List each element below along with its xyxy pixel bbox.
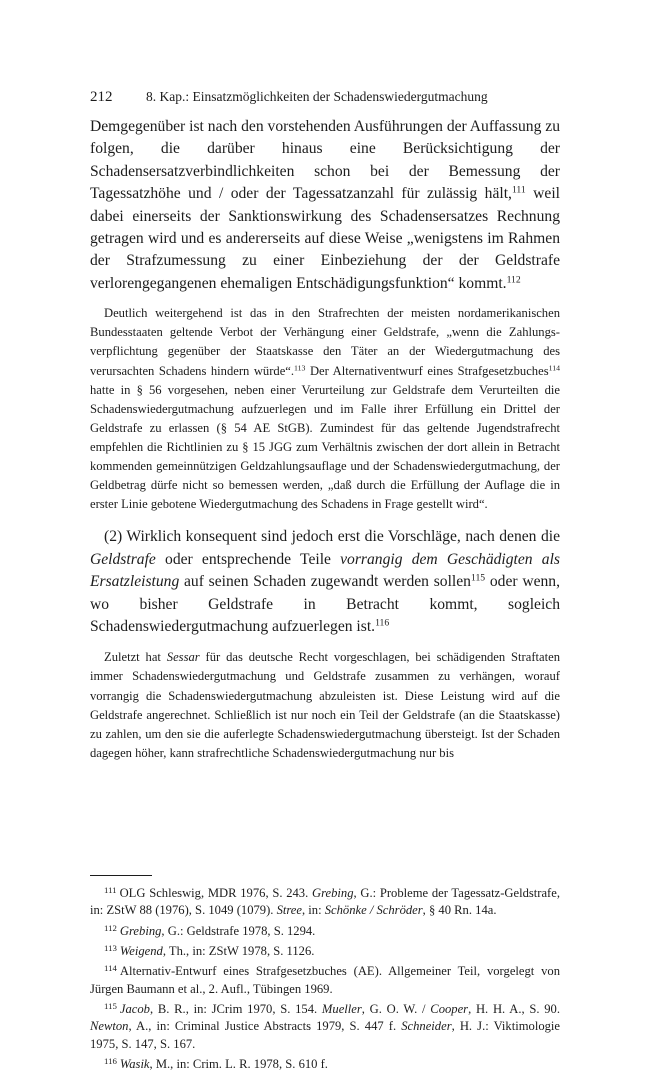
footnote-author: Schneider xyxy=(401,1019,452,1034)
footnote-text: , G.: Geldstrafe 1978, S. 1294. xyxy=(161,923,316,938)
footnote-number: 116 xyxy=(104,1056,117,1067)
running-header xyxy=(90,88,560,106)
footnote-ref-116[interactable]: 116 xyxy=(375,617,390,629)
p2-text-b: Der Alternativentwurf eines Strafgesetzbuches xyxy=(305,363,549,378)
p2-text-a: Deutlich weitergehend ist das in den Strafrechten der meisten nordamerikanischen Bundesstaaten geltende Verbot der Verhängung einer Geldstrafe, „wenn die Zahlungsverpflichtung gegenüber der Staatskasse den Täter an der Wiedergutmachung des verursachten Schadens hindern würde“. xyxy=(90,306,560,378)
body-paragraph-4-small xyxy=(90,648,560,763)
footnote-114 xyxy=(90,963,560,998)
footnote-text: , A., in: Criminal Justice Abstracts 1979, S. 447 f. xyxy=(128,1019,402,1034)
footnote-author: Newton xyxy=(90,1019,129,1034)
footnote-111 xyxy=(90,885,560,920)
footnote-ref-115[interactable]: 115 xyxy=(470,572,486,584)
p4-text-a: Zuletzt hat xyxy=(104,650,167,665)
footnote-author: Schönke / Schröder xyxy=(324,903,423,918)
p3-text-c: auf seinen Schaden zugewandt werden sollen xyxy=(179,573,471,591)
footnote-author: Mueller xyxy=(321,1001,362,1016)
p3-italic-geldstrafe: Geldstrafe xyxy=(90,550,156,568)
page-number: 212 xyxy=(90,89,113,105)
footnote-author: Jacob xyxy=(119,1001,150,1016)
footnote-text: , in: xyxy=(302,903,325,918)
footnote-number: 114 xyxy=(104,963,117,974)
footnote-number: 113 xyxy=(104,942,117,953)
footnote-text: , G.: Probleme der Tagessatz-Geldstrafe, in: ZStW 88 (1976), S. 1049 (1079). xyxy=(90,885,560,918)
footnote-ref-111[interactable]: 111 xyxy=(511,184,526,196)
footnote-112 xyxy=(90,923,560,941)
footnote-separator xyxy=(90,875,152,876)
footnote-text: Alternativ-Entwurf eines Strafgesetzbuches (AE). Allgemeiner Teil, vorgelegt von Jürgen Baumann et al., 2. Aufl., Tübingen 1969. xyxy=(90,964,560,996)
footnote-text: OLG Schleswig, MDR 1976, S. 243. xyxy=(119,885,312,900)
footnote-text: , G. O. W. / xyxy=(361,1001,431,1016)
p3-text-d: oder wenn, wo bisher Geldstrafe in Betracht kommt, sogleich Schadenswiedergutmachung aufzuerlegen ist. xyxy=(90,573,560,635)
p4-italic-sessar: Sessar xyxy=(166,650,200,665)
footnote-text: , M., in: Crim. L. R. 1978, S. 610 f. xyxy=(149,1057,328,1072)
footnote-text: , Th., in: ZStW 1978, S. 1126. xyxy=(162,943,315,958)
footnote-number: 111 xyxy=(104,884,117,895)
p1-text-a: Demgegenüber ist nach den vorstehenden Ausführungen der Auffassung zu folgen, die darüber hinaus eine Berücksichtigung der Schadensersatzverbindlichkeiten schon bei der Bemessung der Tagessatzhöhe und / oder der Tagessatzanzahl für zulässig hält, xyxy=(90,118,560,203)
footnote-author: Grebing xyxy=(119,923,162,938)
footnote-115 xyxy=(90,1001,560,1054)
body-paragraph-3 xyxy=(90,526,560,638)
p3-text-b: oder entsprechende Teile xyxy=(155,550,341,568)
footnote-author: Grebing xyxy=(311,885,354,900)
footnote-author: Wasik xyxy=(119,1057,150,1072)
footnote-text: , § 40 Rn. 14a. xyxy=(422,903,497,918)
footnote-number: 112 xyxy=(104,922,117,933)
footnote-ref-112[interactable]: 112 xyxy=(506,274,521,286)
book-page xyxy=(90,88,560,1076)
footnote-ref-113[interactable]: 113 xyxy=(294,363,306,373)
footnote-author: Stree xyxy=(276,903,302,918)
running-title: 8. Kap.: Einsatzmöglichkeiten der Schadenswiedergutmachung xyxy=(146,89,488,104)
footnote-text: , H. H. A., S. 90. xyxy=(468,1001,561,1016)
p2-text-c: hatte in § 56 vorgesehen, neben einer Verurteilung zur Geldstrafe dem Verurteilten die Schadenswiedergutmachung aufzuerlegen und im Falle ihrer Erfüllung ein Drittel der Geldstrafe zu erlassen (§ 54 AE StGB). Zumindest für das geltende Jugendstrafrecht empfehlen die Richtlinien zu § 15 JGG zum Verhältnis zwischen der dort allein in Betracht kommenden gemeinnützigen Geldzahlungsauflage und der Schadenswiedergutmachung, der Geldbetrag dürfe nicht so bemessen werden, „daß durch die Erfüllung der Auflage die in erster Linie gebotene Wiedergutmachung des Schadens in Frage gestellt wird“. xyxy=(90,382,560,512)
body-paragraph-1 xyxy=(90,116,560,295)
footnote-text: , H. J.: Viktimologie 1975, S. 147, S. 167. xyxy=(90,1019,560,1051)
p1-text-b: weil dabei einerseits der Sanktionswirkung des Schadensersatzes Rechnung getragen wird und es andererseits auf diese Weise „wenigstens im Rahmen der Strafzumessung zu einer Einbeziehung der der Geldstrafe verlorengegangenen ehemaligen Entschädigungsfunktion“ kommt. xyxy=(90,185,560,292)
p3-text-a: (2) Wirklich konsequent sind jedoch erst die Vorschläge, nach denen die xyxy=(104,528,560,546)
footnote-author: Weigend xyxy=(119,943,163,958)
footnote-ref-114[interactable]: 114 xyxy=(548,363,561,373)
body-paragraph-2-small xyxy=(90,304,560,514)
p4-text-b: für das deutsche Recht vorgeschlagen, bei schädigenden Straftaten immer Schadenswiedergutmachung und Geldstrafe zusammen zu verhängen, worauf vorrangig die Schadenswiedergutmachung abzuleisten ist. Diese Leistung wird auf die Geldstrafe angerechnet. Schließlich ist nur noch ein Teil der Geldstrafe (an die Staatskasse) zu zahlen, um den sie die auferlegte Schadenswiedergutmachung übersteigt. Ist der Schaden dagegen höher, kann strafrechtliche Schadenswiedergutmachung nur bis xyxy=(90,650,560,760)
footnote-113 xyxy=(90,943,560,961)
p3-italic-vorrangig: vorrangig dem Geschädigten als Ersatzleistung xyxy=(90,550,560,591)
footnote-author: Cooper xyxy=(430,1001,469,1016)
footnote-text: , B. R., in: JCrim 1970, S. 154. xyxy=(149,1001,322,1016)
footnote-number: 115 xyxy=(104,1000,117,1011)
footnote-116 xyxy=(90,1056,560,1074)
